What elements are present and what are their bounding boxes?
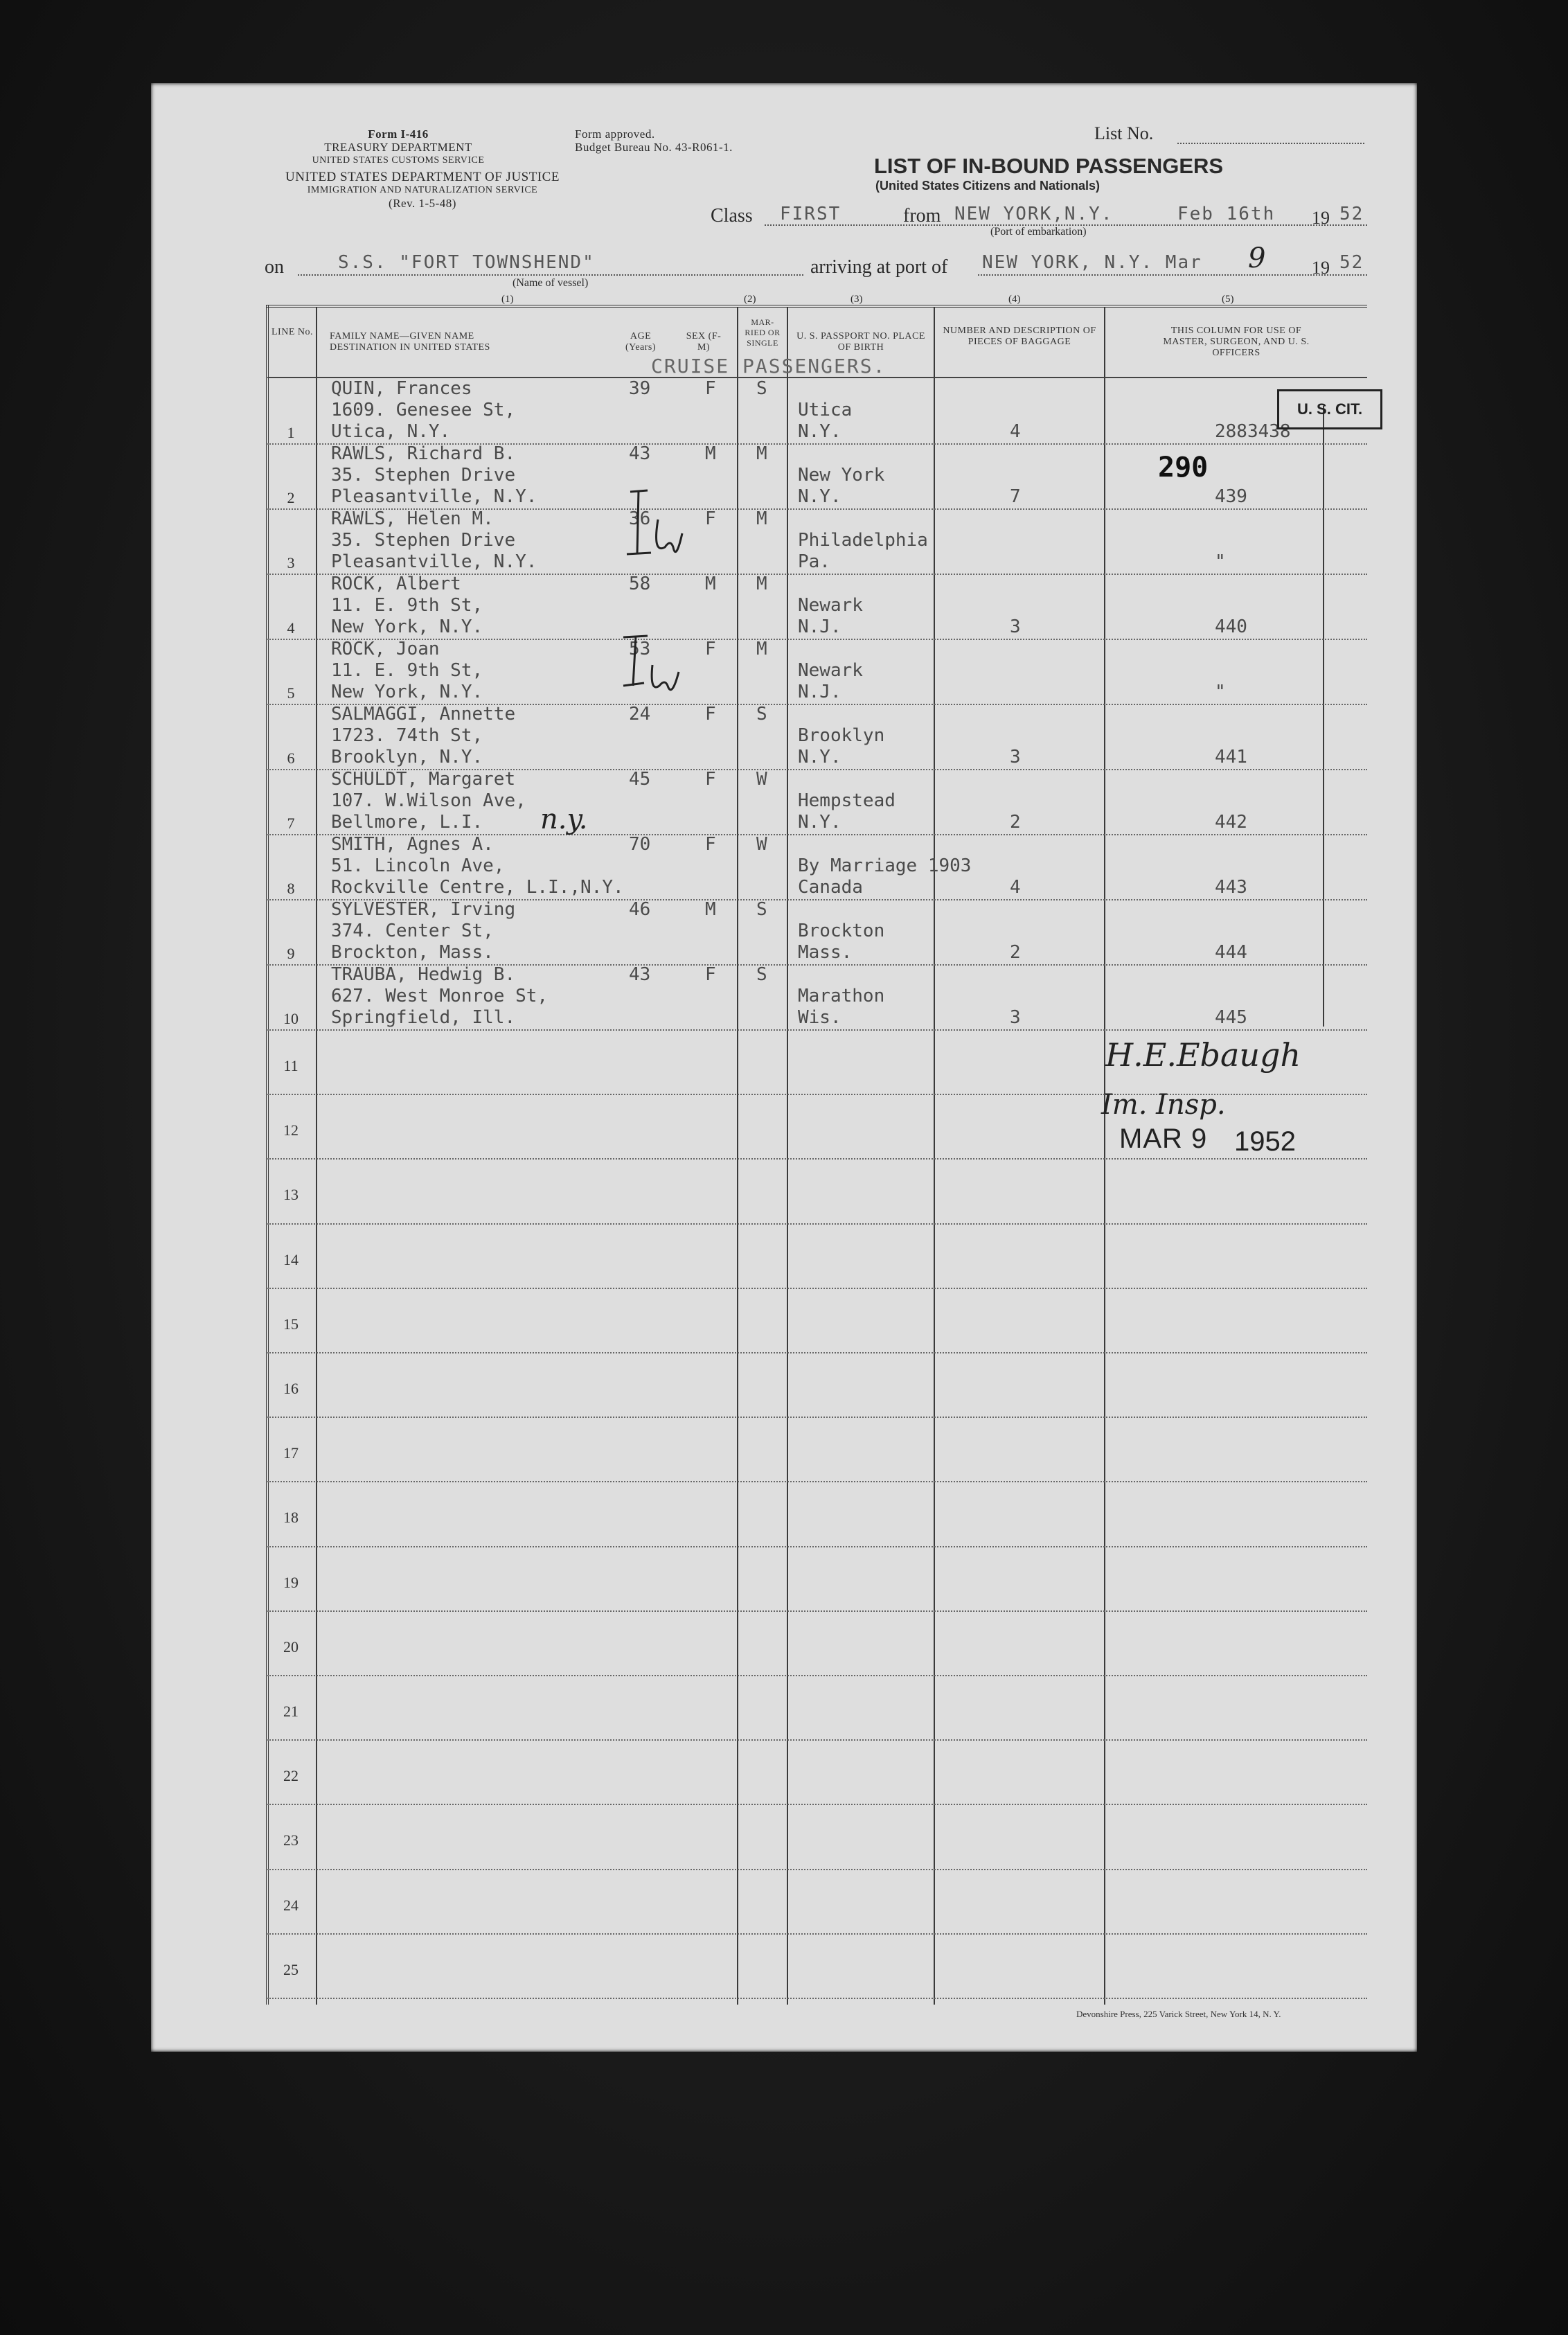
passenger-city: Utica, N.Y. bbox=[331, 421, 451, 442]
passenger-age: 70 bbox=[629, 834, 651, 855]
row-rule bbox=[267, 1739, 1367, 1741]
passenger-address: 1609. Genesee St, bbox=[331, 400, 516, 420]
vessel-line bbox=[298, 274, 803, 276]
baggage-count: 4 bbox=[1010, 877, 1021, 898]
line-number: 14 bbox=[283, 1251, 299, 1268]
birth-place: Brooklyn bbox=[798, 725, 885, 746]
passenger-name: SCHULDT, Margaret bbox=[331, 769, 516, 790]
officer-bracket bbox=[1323, 406, 1324, 1027]
line-number: 10 bbox=[283, 1010, 299, 1027]
from-label: from bbox=[903, 205, 941, 227]
col-divider bbox=[787, 308, 788, 2005]
passenger-sex: M bbox=[705, 443, 716, 464]
row-rule bbox=[267, 1869, 1367, 1870]
birth-place: New York bbox=[798, 465, 885, 486]
line-number: 12 bbox=[283, 1121, 299, 1139]
inspector-signature: H.E.Ebaugh bbox=[1105, 1036, 1301, 1074]
passenger-address: 1723. 74th St, bbox=[331, 725, 483, 746]
inspector-title: Im. Insp. bbox=[1101, 1089, 1226, 1121]
list-number-label: List No. bbox=[1094, 123, 1154, 143]
from-value: NEW YORK,N.Y. bbox=[954, 204, 1114, 224]
line-number: 15 bbox=[283, 1315, 299, 1333]
passenger-sex: F bbox=[705, 834, 716, 855]
line-number: 19 bbox=[283, 1574, 299, 1591]
passenger-age: 45 bbox=[629, 769, 651, 790]
birth-state: Mass. bbox=[798, 942, 853, 963]
treasury-dept: TREASURY DEPARTMENT bbox=[324, 141, 472, 154]
birth-place: Utica bbox=[798, 400, 853, 420]
passenger-marital: S bbox=[756, 964, 767, 985]
passenger-sex: F bbox=[705, 378, 716, 399]
passenger-age: 43 bbox=[629, 964, 651, 985]
birth-state: N.J. bbox=[798, 616, 841, 637]
birth-place: Philadelphia bbox=[798, 530, 928, 551]
col-num-5: (5) bbox=[1222, 294, 1234, 305]
passenger-city: Brockton, Mass. bbox=[331, 942, 494, 963]
passenger-address: 11. E. 9th St, bbox=[331, 660, 483, 681]
line-number: 13 bbox=[283, 1186, 299, 1203]
birth-state: N.Y. bbox=[798, 812, 841, 833]
passenger-age: 24 bbox=[629, 704, 651, 725]
class-label: Class bbox=[711, 205, 753, 227]
birth-place: Marathon bbox=[798, 986, 885, 1006]
passenger-sex: F bbox=[705, 508, 716, 529]
passenger-city: New York, N.Y. bbox=[331, 682, 483, 702]
officer-number: 445 bbox=[1215, 1007, 1247, 1028]
passenger-name: TRAUBA, Hedwig B. bbox=[331, 964, 516, 985]
line-number: 8 bbox=[287, 880, 295, 897]
baggage-count: 2 bbox=[1010, 812, 1021, 833]
col-num-2: (2) bbox=[744, 294, 756, 305]
col-num-3: (3) bbox=[850, 294, 863, 305]
arriving-label: arriving at port of bbox=[810, 256, 948, 278]
passenger-marital: S bbox=[756, 378, 767, 399]
line-number: 7 bbox=[287, 815, 295, 832]
checkmark-iw-2 bbox=[623, 636, 679, 690]
passenger-marital: M bbox=[756, 639, 767, 659]
passenger-name: SYLVESTER, Irving bbox=[331, 899, 516, 920]
baggage-count: 7 bbox=[1010, 486, 1021, 507]
baggage-count: 3 bbox=[1010, 747, 1021, 767]
passenger-address: 35. Stephen Drive bbox=[331, 530, 516, 551]
col-num-4: (4) bbox=[1008, 294, 1021, 305]
header-married: MAR- RIED OR SINGLE bbox=[745, 317, 781, 348]
passenger-address: 107. W.Wilson Ave, bbox=[331, 790, 526, 811]
passenger-address: 11. E. 9th St, bbox=[331, 595, 483, 616]
baggage-count: 4 bbox=[1010, 421, 1021, 442]
header-name: FAMILY NAME—GIVEN NAME DESTINATION IN UNITED STATES bbox=[330, 331, 490, 353]
passenger-address: 51. Lincoln Ave, bbox=[331, 855, 505, 876]
line-number: 21 bbox=[283, 1703, 299, 1720]
on-label: on bbox=[265, 256, 284, 278]
birth-state: Wis. bbox=[798, 1007, 841, 1028]
passenger-city: Springfield, Ill. bbox=[331, 1007, 516, 1028]
passenger-sex: F bbox=[705, 769, 716, 790]
baggage-count: 2 bbox=[1010, 942, 1021, 963]
list-number-line bbox=[1177, 143, 1364, 144]
officer-number: " bbox=[1215, 682, 1226, 702]
line-number: 22 bbox=[283, 1767, 299, 1784]
from-date: Feb 16th bbox=[1177, 204, 1276, 224]
passenger-marital: S bbox=[756, 899, 767, 920]
passenger-marital: M bbox=[756, 508, 767, 529]
line-number: 2 bbox=[287, 489, 295, 506]
header-officers: THIS COLUMN FOR USE OF MASTER, SURGEON, AND U. S. OFFICERS bbox=[1163, 326, 1310, 358]
revision: (Rev. 1-5-48) bbox=[389, 197, 456, 210]
passenger-count: 290 bbox=[1158, 452, 1209, 483]
passenger-marital: W bbox=[756, 834, 767, 855]
stamp-year: 1952 bbox=[1234, 1126, 1296, 1157]
passenger-marital: W bbox=[756, 769, 767, 790]
passenger-sex: F bbox=[705, 639, 716, 659]
birth-place: By Marriage 1903 bbox=[798, 855, 972, 876]
birth-place: Newark bbox=[798, 660, 863, 681]
passenger-address: 374. Center St, bbox=[331, 921, 494, 941]
line-number: 24 bbox=[283, 1897, 299, 1914]
passenger-city: Pleasantville, N.Y. bbox=[331, 486, 537, 507]
passenger-marital: M bbox=[756, 574, 767, 594]
row-rule bbox=[267, 1933, 1367, 1935]
passenger-city: Brooklyn, N.Y. bbox=[331, 747, 483, 767]
year-prefix-1: 19 bbox=[1312, 208, 1330, 228]
arriving-day: 9 bbox=[1248, 242, 1266, 274]
year-2: 52 bbox=[1339, 252, 1364, 273]
row-rule bbox=[267, 1675, 1367, 1676]
port-embark-label: (Port of embarkation) bbox=[990, 226, 1087, 238]
line-number: 4 bbox=[287, 619, 295, 637]
row-rule bbox=[267, 1546, 1367, 1547]
line-number: 9 bbox=[287, 945, 295, 962]
officer-number: " bbox=[1215, 551, 1226, 572]
passenger-name: SALMAGGI, Annette bbox=[331, 704, 516, 725]
passenger-city: New York, N.Y. bbox=[331, 616, 483, 637]
passenger-city: Pleasantville, N.Y. bbox=[331, 551, 537, 572]
row-rule bbox=[267, 1417, 1367, 1418]
approval-block bbox=[575, 127, 783, 154]
passenger-name: SMITH, Agnes A. bbox=[331, 834, 494, 855]
line-number: 3 bbox=[287, 554, 295, 571]
officer-number: 443 bbox=[1215, 877, 1247, 898]
row-rule bbox=[267, 1158, 1367, 1160]
passenger-age: 36 bbox=[629, 508, 651, 529]
passenger-city: Bellmore, L.I. bbox=[331, 812, 483, 833]
passenger-marital: M bbox=[756, 443, 767, 464]
year-prefix-2: 19 bbox=[1312, 258, 1330, 278]
passenger-age: 46 bbox=[629, 899, 651, 920]
checkmark-iw-1 bbox=[627, 490, 682, 554]
arriving-line bbox=[978, 274, 1367, 276]
birth-state: Canada bbox=[798, 877, 863, 898]
officer-number: 2883438 bbox=[1215, 421, 1291, 442]
header-age: AGE (Years) bbox=[625, 331, 657, 353]
passenger-name: ROCK, Joan bbox=[331, 639, 440, 659]
col-divider bbox=[934, 308, 935, 2005]
class-value: FIRST bbox=[780, 204, 841, 224]
officer-number: 439 bbox=[1215, 486, 1247, 507]
passenger-sex: M bbox=[705, 574, 716, 594]
form-number: Form I-416 bbox=[368, 127, 429, 141]
header-baggage: NUMBER AND DESCRIPTION OF PIECES OF BAGGAGE bbox=[943, 326, 1096, 347]
line-number: 17 bbox=[283, 1444, 299, 1462]
line-number: 20 bbox=[283, 1638, 299, 1655]
birth-place: Newark bbox=[798, 595, 863, 616]
birth-state: N.Y. bbox=[798, 486, 841, 507]
line-number: 16 bbox=[283, 1380, 299, 1397]
officer-number: 444 bbox=[1215, 942, 1247, 963]
line-number: 18 bbox=[283, 1509, 299, 1526]
passenger-age: 39 bbox=[629, 378, 651, 399]
line-number: 1 bbox=[287, 424, 295, 441]
ny-handwritten: n.y. bbox=[540, 804, 588, 835]
form-approved: Form approved. bbox=[575, 127, 655, 141]
passenger-name: QUIN, Frances bbox=[331, 378, 472, 399]
doj-name: UNITED STATES DEPARTMENT OF JUSTICE bbox=[285, 170, 560, 184]
form-id-block bbox=[284, 127, 513, 167]
officer-number: 441 bbox=[1215, 747, 1247, 767]
row-rule bbox=[267, 1352, 1367, 1353]
passenger-age: 53 bbox=[629, 639, 651, 659]
col-divider bbox=[737, 308, 738, 2005]
us-citizen-stamp: U. S. CIT. bbox=[1277, 389, 1382, 429]
ins-name: IMMIGRATION AND NATURALIZATION SERVICE bbox=[307, 185, 538, 195]
header-passport: U. S. PASSPORT NO. PLACE OF BIRTH bbox=[796, 331, 925, 353]
table-top-border bbox=[266, 305, 1367, 308]
line-number: 6 bbox=[287, 749, 295, 767]
passenger-name: ROCK, Albert bbox=[331, 574, 461, 594]
vessel-name: S.S. "FORT TOWNSHEND" bbox=[338, 252, 595, 273]
row-rule bbox=[267, 1288, 1367, 1289]
header-line-no: LINE No. bbox=[271, 327, 313, 337]
line-number: 5 bbox=[287, 684, 295, 702]
col-divider bbox=[1104, 308, 1105, 2005]
doj-block bbox=[263, 170, 582, 210]
officer-number: 442 bbox=[1215, 812, 1247, 833]
passenger-sex: F bbox=[705, 964, 716, 985]
birth-state: Pa. bbox=[798, 551, 830, 572]
birth-state: N.J. bbox=[798, 682, 841, 702]
stamp-date: MAR 9 bbox=[1119, 1124, 1208, 1154]
customs-service: UNITED STATES CUSTOMS SERVICE bbox=[312, 155, 485, 166]
passenger-address: 627. West Monroe St, bbox=[331, 986, 549, 1006]
passenger-name: RAWLS, Helen M. bbox=[331, 508, 494, 529]
passenger-age: 43 bbox=[629, 443, 651, 464]
baggage-count: 3 bbox=[1010, 1007, 1021, 1028]
passenger-city: Rockville Centre, L.I.,N.Y. bbox=[331, 877, 624, 898]
budget-bureau: Budget Bureau No. 43-R061-1. bbox=[575, 141, 733, 154]
col-divider bbox=[316, 308, 317, 2005]
birth-state: N.Y. bbox=[798, 421, 841, 442]
vessel-label: (Name of vessel) bbox=[513, 277, 589, 289]
line-number: 11 bbox=[283, 1057, 299, 1074]
line-number: 25 bbox=[283, 1961, 299, 1978]
baggage-count: 3 bbox=[1010, 616, 1021, 637]
birth-place: Brockton bbox=[798, 921, 885, 941]
cruise-note: CRUISE PASSENGERS. bbox=[651, 355, 887, 378]
year-1: 52 bbox=[1339, 204, 1364, 224]
passenger-address: 35. Stephen Drive bbox=[331, 465, 516, 486]
row-rule bbox=[267, 1481, 1367, 1482]
birth-place: Hempstead bbox=[798, 790, 896, 811]
table-left-border bbox=[266, 305, 269, 2005]
passenger-age: 58 bbox=[629, 574, 651, 594]
passenger-sex: F bbox=[705, 704, 716, 725]
printer-footer: Devonshire Press, 225 Varick Street, New York 14, N. Y. bbox=[1076, 2009, 1281, 2019]
officer-number: 440 bbox=[1215, 616, 1247, 637]
passenger-sex: M bbox=[705, 899, 716, 920]
page-title: LIST OF IN-BOUND PASSENGERS bbox=[874, 154, 1224, 178]
header-sex: SEX (F-M) bbox=[686, 331, 722, 353]
arriving-port: NEW YORK, N.Y. Mar bbox=[982, 252, 1202, 273]
row-rule bbox=[267, 1804, 1367, 1805]
handwritten-marks bbox=[609, 478, 734, 700]
col-num-1: (1) bbox=[501, 294, 514, 305]
passenger-name: RAWLS, Richard B. bbox=[331, 443, 516, 464]
row-rule bbox=[267, 1223, 1367, 1225]
page-subtitle: (United States Citizens and Nationals) bbox=[875, 179, 1101, 193]
birth-state: N.Y. bbox=[798, 747, 841, 767]
line-number: 23 bbox=[283, 1831, 299, 1849]
row-rule bbox=[267, 1998, 1367, 1999]
row-rule bbox=[267, 1029, 1367, 1031]
row-rule bbox=[267, 1610, 1367, 1612]
passenger-marital: S bbox=[756, 704, 767, 725]
